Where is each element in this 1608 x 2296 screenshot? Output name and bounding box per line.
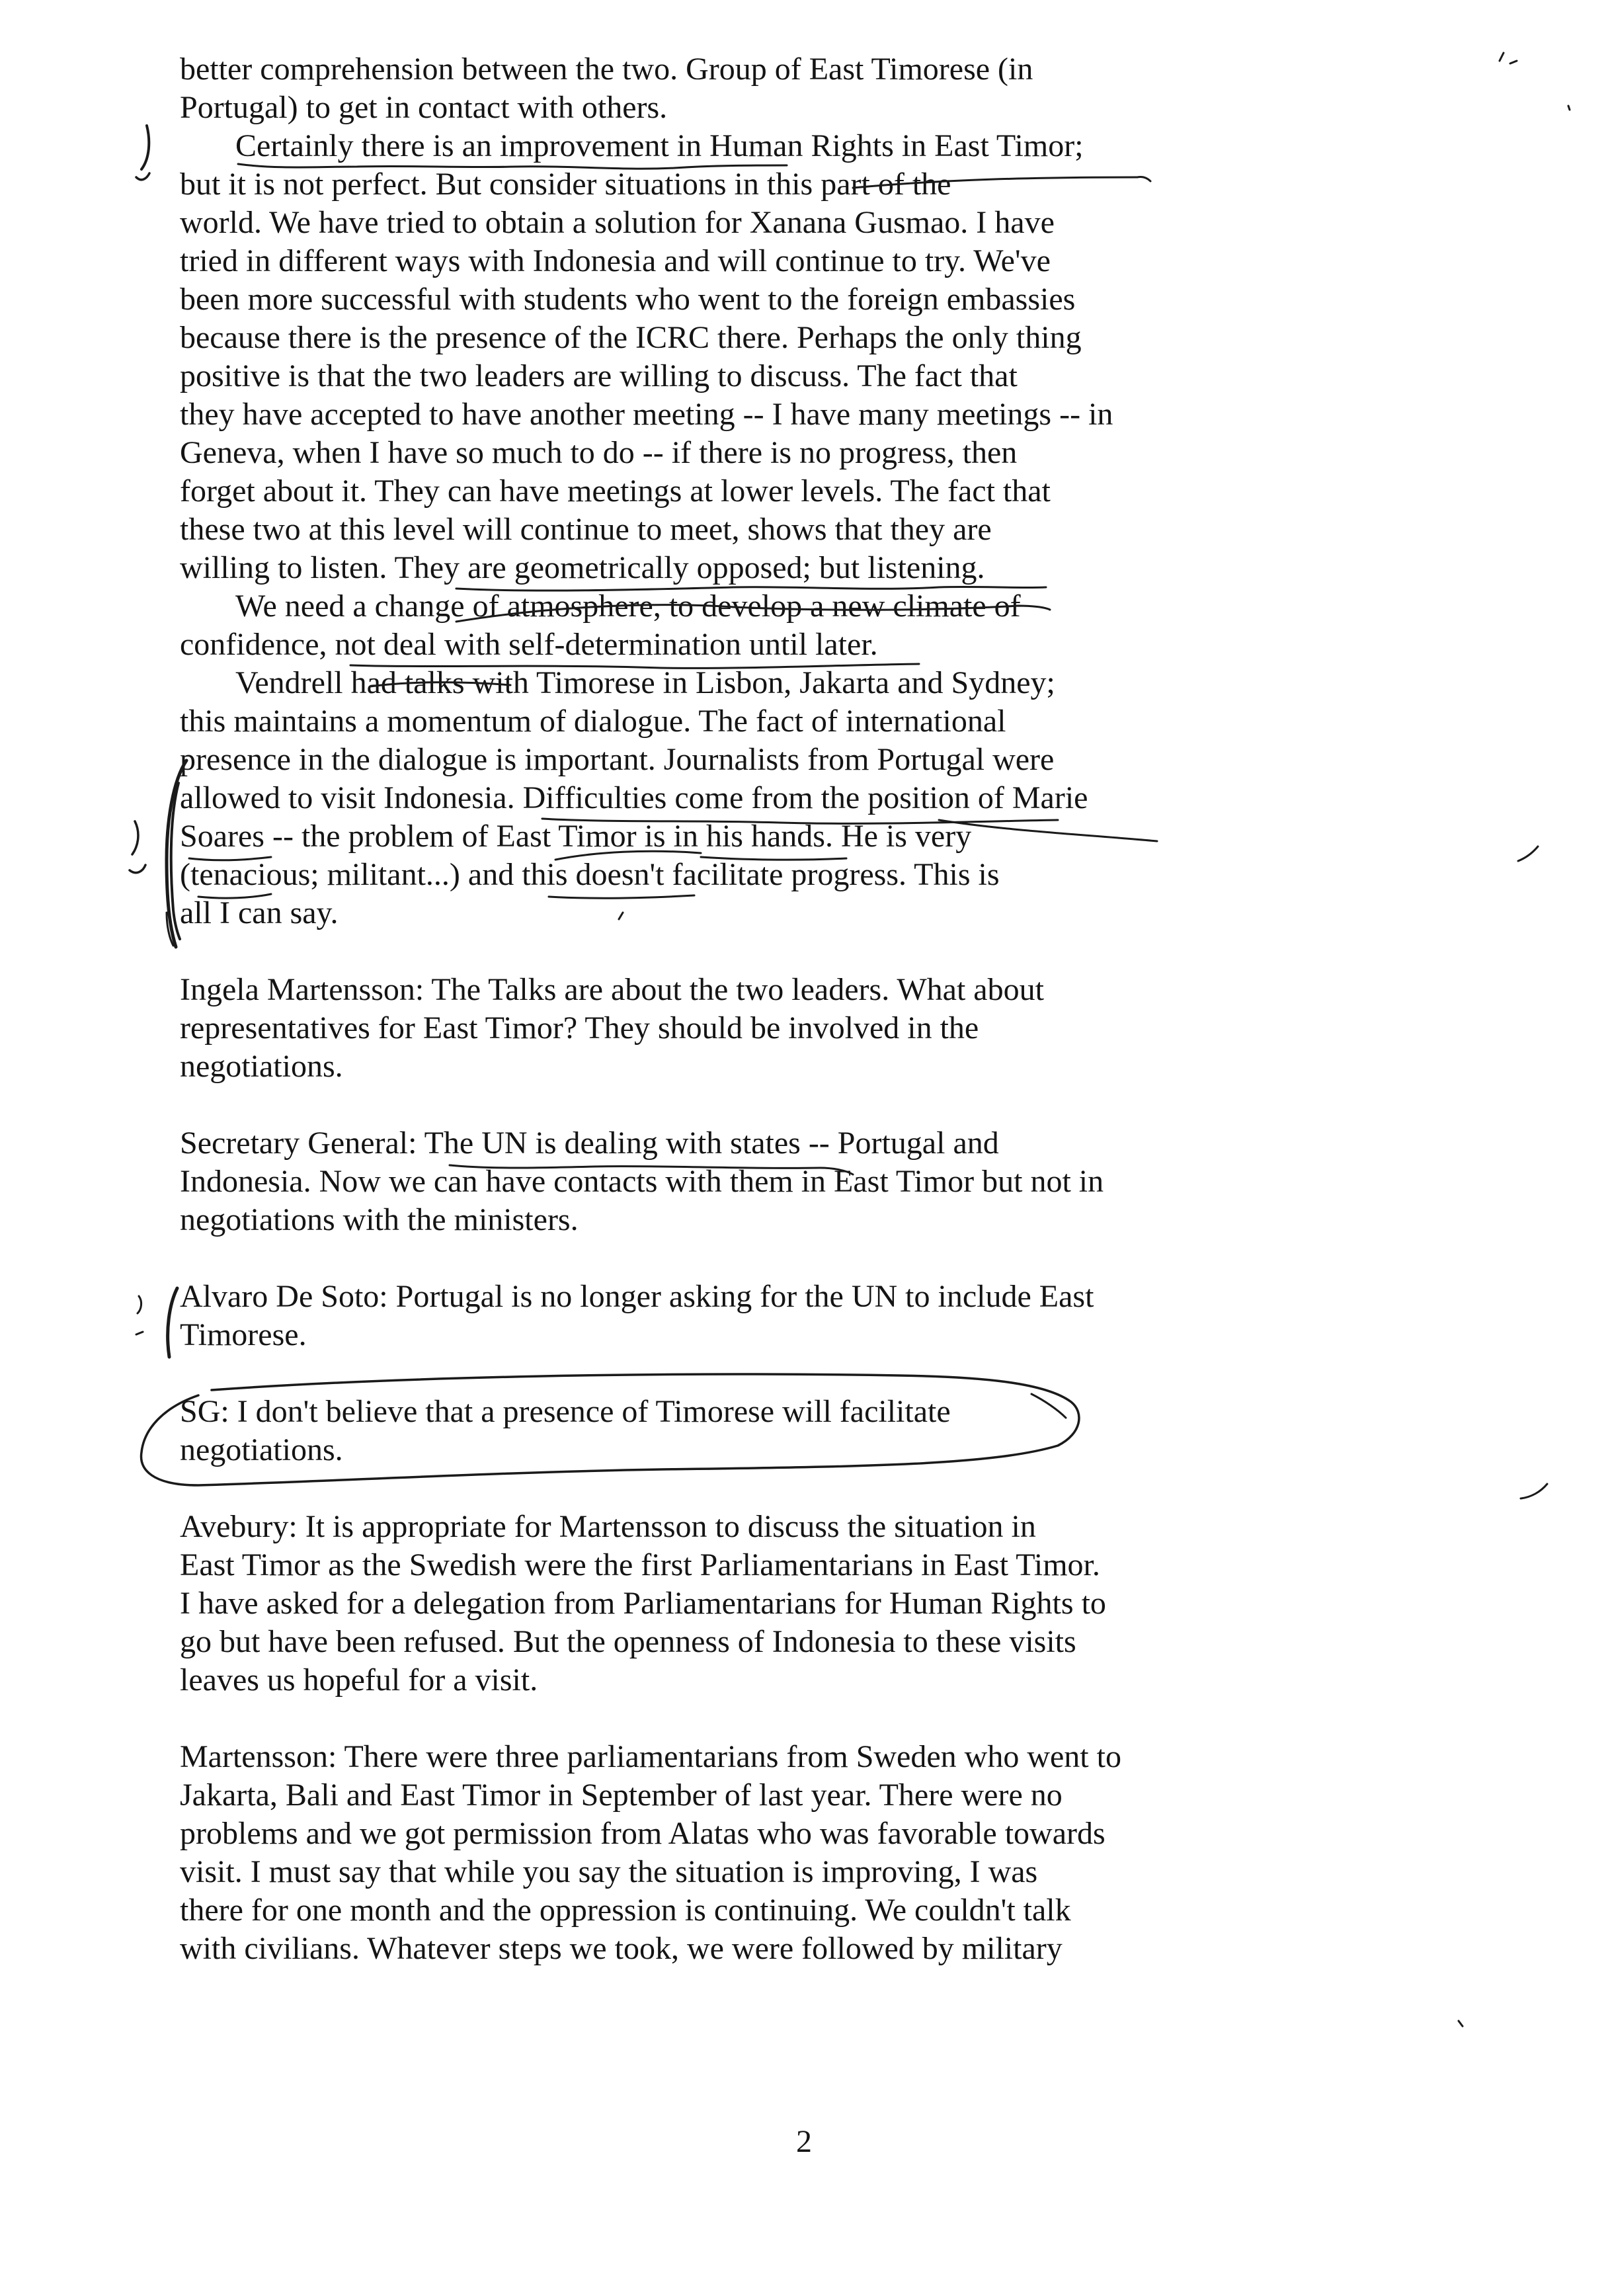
paragraph [180,127,1264,587]
text-line: Portugal) to get in contact with others. [180,90,668,125]
text-line: Soares -- the problem of East Timor is in his hands. He is very [180,819,972,854]
paragraph [180,1738,1264,1968]
text-line: they have accepted to have another meeting -- I have many meetings -- in [180,397,1113,432]
stray-pen-mark [1568,106,1570,110]
text-line: go but have been refused. But the openness of Indonesia to these visits [180,1624,1076,1659]
margin-bracket [168,1288,177,1357]
text-line: representatives for East Timor? They should be involved in the [180,1010,979,1046]
text-line: (tenacious; militant...) and this doesn't facilitate progress. This is [180,857,1000,892]
text-line: problems and we got permission from Alatas who was favorable towards [180,1816,1106,1851]
margin-tick-mark [1518,846,1538,861]
text-line: Secretary General: The UN is dealing with states -- Portugal and [180,1126,999,1161]
paragraph [180,50,1264,127]
paragraph [180,1508,1264,1700]
text-line: East Timor as the Swedish were the first Parliamentarians in East Timor. [180,1547,1100,1582]
text-line: forget about it. They can have meetings at lower levels. The fact that [180,473,1051,509]
margin-tick-mark [141,126,149,169]
text-line: Alvaro De Soto: Portugal is no longer asking for the UN to include East [180,1279,1094,1314]
text-line: these two at this level will continue to meet, shows that they are [180,512,992,547]
document-body [180,50,1264,1968]
paragraph [180,1393,1264,1469]
text-line: Timorese. [180,1317,307,1352]
text-line: confidence, not deal with self-determination until later. [180,627,878,662]
text-line: positive is that the two leaders are willing to discuss. The fact that [180,358,1018,393]
text-line: Certainly there is an improvement in Human Rights in East Timor; [235,128,1084,163]
text-line: there for one month and the oppression is continuing. We couldn't talk [180,1893,1071,1928]
text-line: but it is not perfect. But consider situations in this part of the [180,167,951,202]
text-line: Avebury: It is appropriate for Martensson to discuss the situation in [180,1509,1036,1544]
text-line: because there is the presence of the ICRC there. Perhaps the only thing [180,320,1082,355]
text-line: all I can say. [180,895,339,930]
text-line: with civilians. Whatever steps we took, we were followed by military [180,1931,1063,1966]
text-line: We need a change of atmosphere, to develop a new climate of [235,589,1021,624]
text-line: this maintains a momentum of dialogue. The fact of international [180,704,1006,739]
margin-tick-mark [132,821,138,854]
text-line: been more successful with students who went to the foreign embassies [180,282,1076,317]
margin-bracket [167,913,173,946]
margin-tick-mark [1521,1484,1547,1498]
stray-pen-mark [1500,53,1517,63]
paragraph [180,971,1264,1086]
text-line: tried in different ways with Indonesia and will continue to try. We've [180,243,1051,278]
stray-pen-mark [1459,2021,1463,2026]
text-line: Ingela Martensson: The Talks are about the two leaders. What about [180,972,1044,1007]
text-line: Jakarta, Bali and East Timor in September of last year. There were no [180,1778,1063,1813]
text-line: SG: I don't believe that a presence of Timorese will facilitate [180,1394,951,1429]
text-line: better comprehension between the two. Group of East Timorese (in [180,52,1033,87]
text-line: willing to listen. They are geometrically opposed; but listening. [180,550,985,585]
paragraph [180,1278,1264,1354]
text-line: leaves us hopeful for a visit. [180,1662,538,1698]
page-number: 2 [796,2124,812,2159]
text-line: Geneva, when I have so much to do -- if there is no progress, then [180,435,1018,470]
text-line: negotiations. [180,1049,343,1084]
text-line: I have asked for a delegation from Parliamentarians for Human Rights to [180,1586,1106,1621]
text-line: allowed to visit Indonesia. Difficulties come from the position of Marie [180,780,1088,815]
text-line: negotiations with the ministers. [180,1202,579,1237]
paragraph [180,1124,1264,1239]
paragraph [180,587,1264,664]
text-line: world. We have tried to obtain a solution for Xanana Gusmao. I have [180,205,1055,240]
margin-check-mark [130,865,145,873]
text-line: presence in the dialogue is important. Journalists from Portugal were [180,742,1055,777]
text-line: negotiations. [180,1432,343,1467]
paragraph [180,664,1264,932]
stray-pen-mark [136,1332,143,1334]
margin-tick-mark [138,1296,141,1313]
text-line: Martensson: There were three parliamentarians from Sweden who went to [180,1739,1121,1774]
text-line: Vendrell had talks with Timorese in Lisbon, Jakarta and Sydney; [235,665,1055,700]
text-line: visit. I must say that while you say the situation is improving, I was [180,1854,1038,1889]
text-line: Indonesia. Now we can have contacts with them in East Timor but not in [180,1164,1104,1199]
margin-bracket [171,783,180,939]
margin-check-mark [136,173,149,180]
